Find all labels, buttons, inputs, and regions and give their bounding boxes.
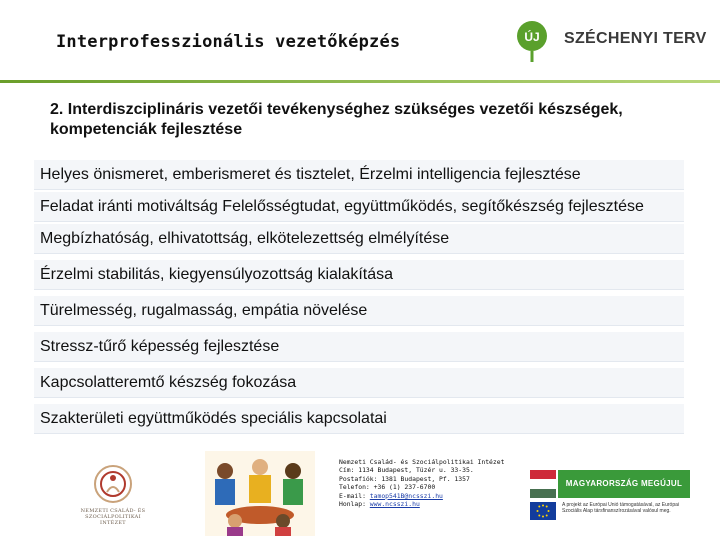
page-title: Interprofesszionális vezetőképzés [56, 32, 401, 52]
group-illustration [205, 451, 315, 536]
contact-info [339, 458, 519, 508]
list-item: Stressz-tűrő képesség fejlesztése [34, 332, 684, 362]
institute-name: NEMZETI CSALÁD- ÉS SZOCIÁLPOLITIKAI INTÉZET [80, 508, 146, 526]
website-link[interactable]: www.ncsszi.hu [369, 500, 420, 509]
footer [0, 448, 720, 540]
institute-logo [78, 462, 148, 540]
section-subtitle: 2. Interdiszciplináris vezetői tevékenységhez szükséges vezetői készségek, kompetenciák fejlesztése [50, 101, 623, 138]
list-item: Megbízhatóság, elhivatottság, elkötelezettség elmélyítése [34, 224, 684, 254]
hungary-flag-icon [530, 470, 556, 498]
logo-text: SZÉCHENYI TERV [564, 30, 707, 47]
competency-list [34, 160, 684, 436]
eu-funding-badge [530, 470, 690, 532]
list-item: Helyes önismeret, emberismeret és tisztelet, Érzelmi intelligencia fejlesztése [34, 160, 684, 190]
list-item: Érzelmi stabilitás, kiegyensúlyozottság kialakítása [34, 260, 684, 290]
list-item: Feladat iránti motiváltság Felelősségtudat, együttműködés, segítőkészség fejlesztése [34, 192, 684, 222]
header-divider [0, 80, 720, 83]
list-item: Szakterületi együttműködés speciális kapcsolatai [34, 404, 684, 434]
contact-email-row [339, 492, 519, 500]
email-link[interactable]: tamop541B@ncsszi.hu [369, 491, 443, 500]
uj-leaf-icon [512, 14, 556, 64]
eu-label: MAGYARORSZÁG MEGÚJUL [558, 470, 690, 498]
contact-org: Nemzeti Család- és Szociálpolitikai Intézet [339, 458, 505, 466]
szechenyi-terv-logo [512, 14, 712, 64]
logo-mark-text: ÚJ [524, 30, 540, 44]
contact-phone: Telefon: +36 (1) 237-6700 [339, 483, 436, 492]
list-item: Kapcsolatteremtő készség fokozása [34, 368, 684, 398]
eu-note: A projekt az Európai Unió támogatásával, az Európai Szociális Alap társfinanszírozásával valósul meg. [562, 502, 680, 514]
list-item: Türelmesség, rugalmasság, empátia növelése [34, 296, 684, 326]
contact-web-row [339, 500, 519, 508]
web-label: Honlap: [339, 500, 370, 509]
eu-flag-icon [530, 502, 556, 520]
email-label: E-mail: [339, 491, 370, 500]
family-emblem-icon [91, 462, 135, 506]
contact-postal: Postafiók: 1381 Budapest, Pf. 1357 [339, 474, 470, 483]
contact-address: Cím: 1134 Budapest, Tüzér u. 33-35. [339, 466, 474, 475]
